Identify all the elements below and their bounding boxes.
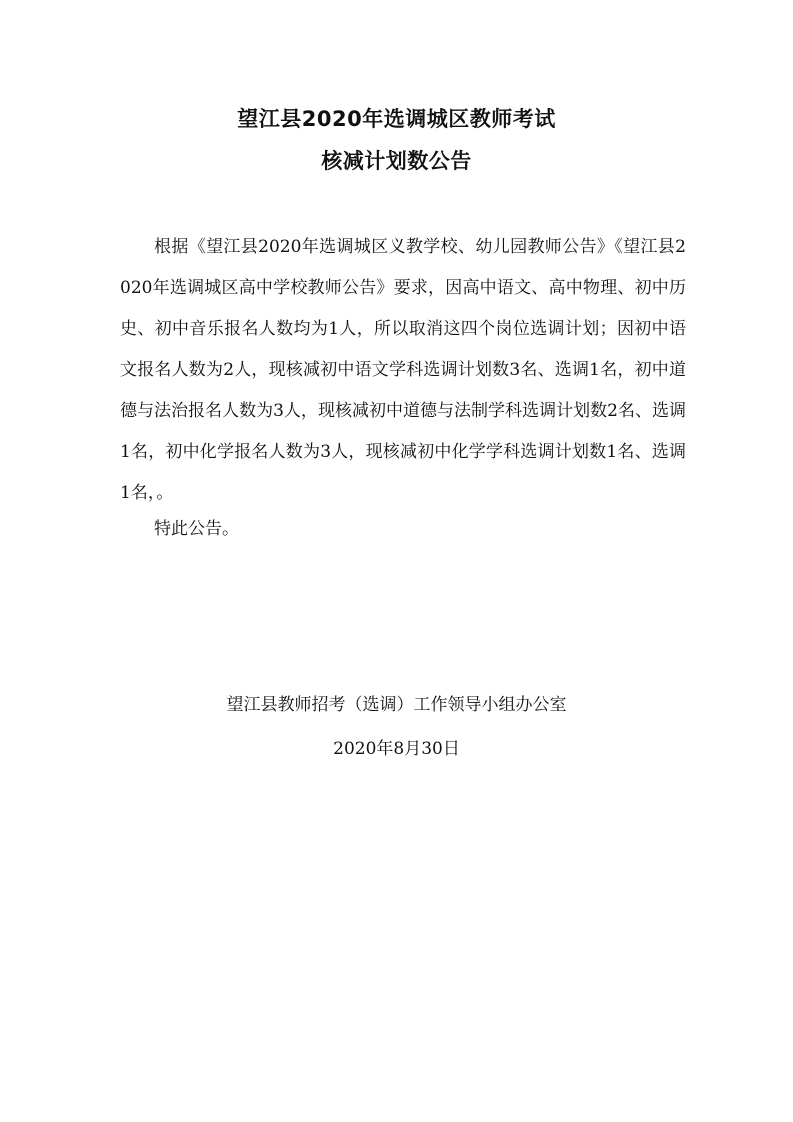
signature-date: 2020年8月30日 bbox=[333, 739, 460, 759]
signature-organization: 望江县教师招考（选调）工作领导小组办公室 bbox=[226, 695, 567, 715]
body-paragraph: 根据《望江县2020年选调城区义教学校、幼儿园教师公告》《望江县2020年选调城区高中学校教师公告》要求，因高中语文、高中物理、初中历史、初中音乐报名人数均为1人，所以取消这四个岗位选调计划；因初中语文报名人数为2人，现核减初中语文学科选调计划数3名、选调1名，初中道德与法治报名人数为3人，现核减初中道德与法制学科选调计划数2名、选调1名，初中化学报名人数为3人，现核减初中化学学科选调计划数1名、选调1名，。 bbox=[120, 237, 686, 503]
closing-text: 特此公告。 bbox=[154, 519, 239, 539]
document-title-line1: 望江县2020年选调城区教师考试 bbox=[237, 107, 556, 131]
document-title-line2: 核减计划数公告 bbox=[321, 149, 472, 173]
